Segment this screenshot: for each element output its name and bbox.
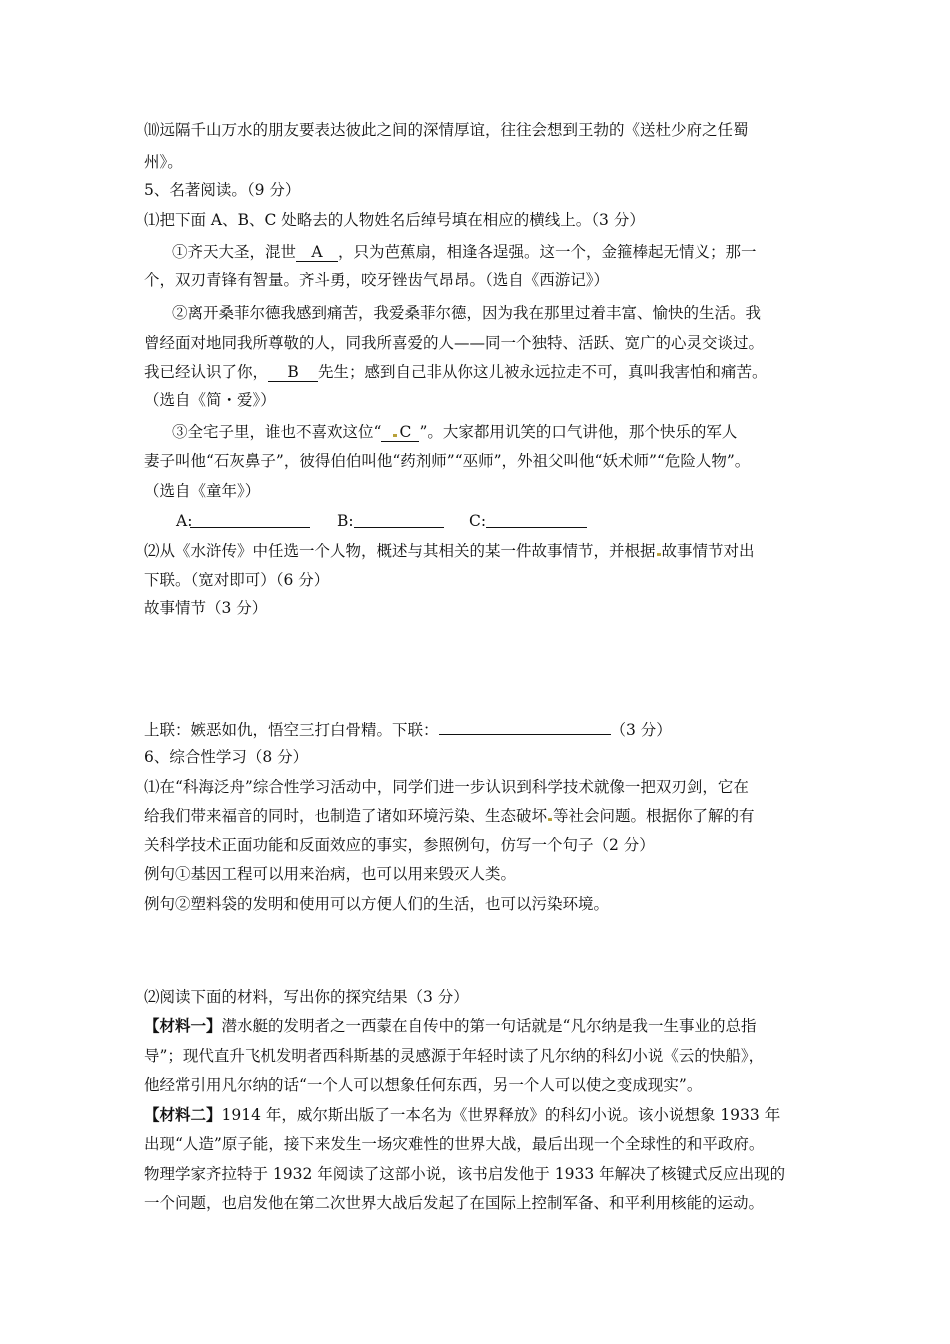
q5-title: 5、名著阅读。（9 分） — [144, 181, 301, 199]
couplet-answer-input[interactable] — [439, 718, 611, 735]
answer-c-input[interactable] — [486, 511, 587, 528]
passage2-line3-post: 先生；感到自己非从你这儿被永远拉走不可，真叫我害怕和痛苦。 — [318, 363, 768, 381]
material2-line3: 物理学家齐拉特于 1932 年阅读了这部小说，该书启发他于 1933 年解决了核键式反应出现的 — [144, 1165, 786, 1183]
story-label: 故事情节（3 分） — [144, 599, 268, 617]
answer-b-label: B: — [337, 512, 354, 530]
passage3-line3: （选自《童年》） — [144, 482, 261, 500]
passage3-line1-post: ”。大家都用讥笑的口气讲他，那个快乐的军人 — [419, 423, 738, 441]
q5-sub2-line1 — [144, 541, 755, 561]
passage2-line3 — [144, 362, 768, 382]
q6-sub1-line1: ⑴在“科海泛舟”综合性学习活动中，同学们进一步认识到科学技术就像一把双刃剑，它在 — [144, 778, 749, 796]
edit-mark — [657, 553, 661, 556]
edit-mark — [393, 434, 397, 437]
example-2: 例句②塑料袋的发明和使用可以方便人们的生活，也可以污染环境。 — [144, 895, 610, 913]
couplet-line — [144, 718, 672, 740]
example-1: 例句①基因工程可以用来治病，也可以用来毁灭人类。 — [144, 865, 517, 883]
answer-a-label: A: — [176, 512, 193, 530]
material2-line4: 一个问题，也启发他在第二次世界大战后发起了在国际上控制军备、和平利用核能的运动。 — [144, 1194, 765, 1212]
q5-sub2-line1-post: 故事情节对出 — [661, 542, 755, 560]
blank-b: B — [268, 363, 318, 382]
passage1-line1-pre: ①齐天大圣，混世 — [172, 243, 297, 261]
answer-a-input[interactable] — [190, 511, 310, 528]
couplet-score: （3 分） — [610, 721, 672, 739]
q6-sub1-line3: 关科学技术正面功能和反面效应的事实，参照例句，仿写一个句子（2 分） — [144, 836, 655, 854]
passage3-line1 — [172, 422, 737, 442]
q6-sub1-line2 — [144, 806, 755, 826]
material1-line1 — [144, 1016, 756, 1036]
q5-sub2-line2: 下联。（宽对即可）（6 分） — [144, 571, 330, 589]
passage1-line1 — [172, 242, 757, 262]
passage1-line1-post: ，只为芭蕉扇，相逢各逞强。这一个，金箍棒起无情义；那一 — [338, 243, 757, 261]
blank-c — [381, 423, 419, 442]
answer-b-input[interactable] — [354, 511, 444, 528]
answer-c-label: C: — [469, 512, 487, 530]
passage2-line2: 曾经面对地同我所尊敬的人，同我所喜爱的人——同一个独特、活跃、宽广的心灵交谈过。 — [144, 334, 765, 352]
q4-item-10-line2: 州》。 — [144, 153, 183, 171]
q4-item-10-line1: ⑽远隔千山万水的朋友要表达彼此之间的深情厚谊，往往会想到王勃的《送杜少府之任蜀 — [144, 121, 749, 139]
material2-line2: 出现“人造”原子能，接下来发生一场灾难性的世界大战，最后出现一个全球性的和平政府。 — [144, 1135, 765, 1153]
material1-label: 【材料一】 — [144, 1016, 222, 1035]
q6-sub1-line2-pre: 给我们带来福音的同时，也制造了诸如环境污染、生态破坏 — [144, 807, 548, 825]
passage3-line1-pre: ③全宅子里，谁也不喜欢这位“ — [172, 423, 382, 441]
q5-sub2-line1-pre: ⑵从《水浒传》中任选一个人物，概述与其相关的某一件故事情节，并根据 — [144, 542, 656, 560]
passage2-line4: （选自《简・爱》） — [144, 391, 276, 409]
passage2-line3-pre: 我已经认识了你， — [144, 363, 269, 381]
material2-line1-text: 1914 年，威尔斯出版了一本名为《世界释放》的科幻小说。该小说想象 1933 年 — [221, 1106, 781, 1124]
material1-line2: 导”；现代直升飞机发明者西科斯基的灵感源于年轻时读了凡尔纳的科幻小说《云的快船》， — [144, 1047, 765, 1065]
passage1-line2: 个，双刃青锋有智量。齐斗勇，咬牙锉齿气昂昂。（选自《西游记》） — [144, 271, 610, 289]
passage2-line1: ②离开桑菲尔德我感到痛苦，我爱桑菲尔德，因为我在那里过着丰富、愉快的生活。我 — [172, 304, 762, 322]
q6-title: 6、综合性学习（8 分） — [144, 748, 309, 766]
material1-line3: 他经常引用凡尔纳的话“一个人可以想象任何东西，另一个人可以使之变成现实”。 — [144, 1076, 703, 1094]
material2-label: 【材料二】 — [144, 1105, 222, 1124]
q5-sub1-prompt: ⑴把下面 A、B、C 处略去的人物姓名后绰号填在相应的横线上。（3 分） — [144, 211, 645, 229]
couplet-up: 上联：嫉恶如仇，悟空三打白骨精。下联： — [144, 721, 439, 739]
blank-a: A — [296, 243, 338, 262]
q6-sub1-line2-post: 等社会问题。根据你了解的有 — [553, 807, 755, 825]
q6-sub2-prompt: ⑵阅读下面的材料，写出你的探究结果（3 分） — [144, 988, 469, 1006]
blank-c-label: C — [399, 423, 412, 441]
material1-line1-text: 潜水艇的发明者之一西蒙在自传中的第一句话就是“凡尔纳是我一生事业的总指 — [221, 1017, 757, 1035]
material2-line1 — [144, 1105, 780, 1125]
passage3-line2: 妻子叫他“石灰鼻子”，彼得伯伯叫他“药剂师”“巫师”，外祖父叫他“妖术师”“危险人物”。 — [144, 452, 751, 470]
edit-mark — [548, 818, 552, 821]
